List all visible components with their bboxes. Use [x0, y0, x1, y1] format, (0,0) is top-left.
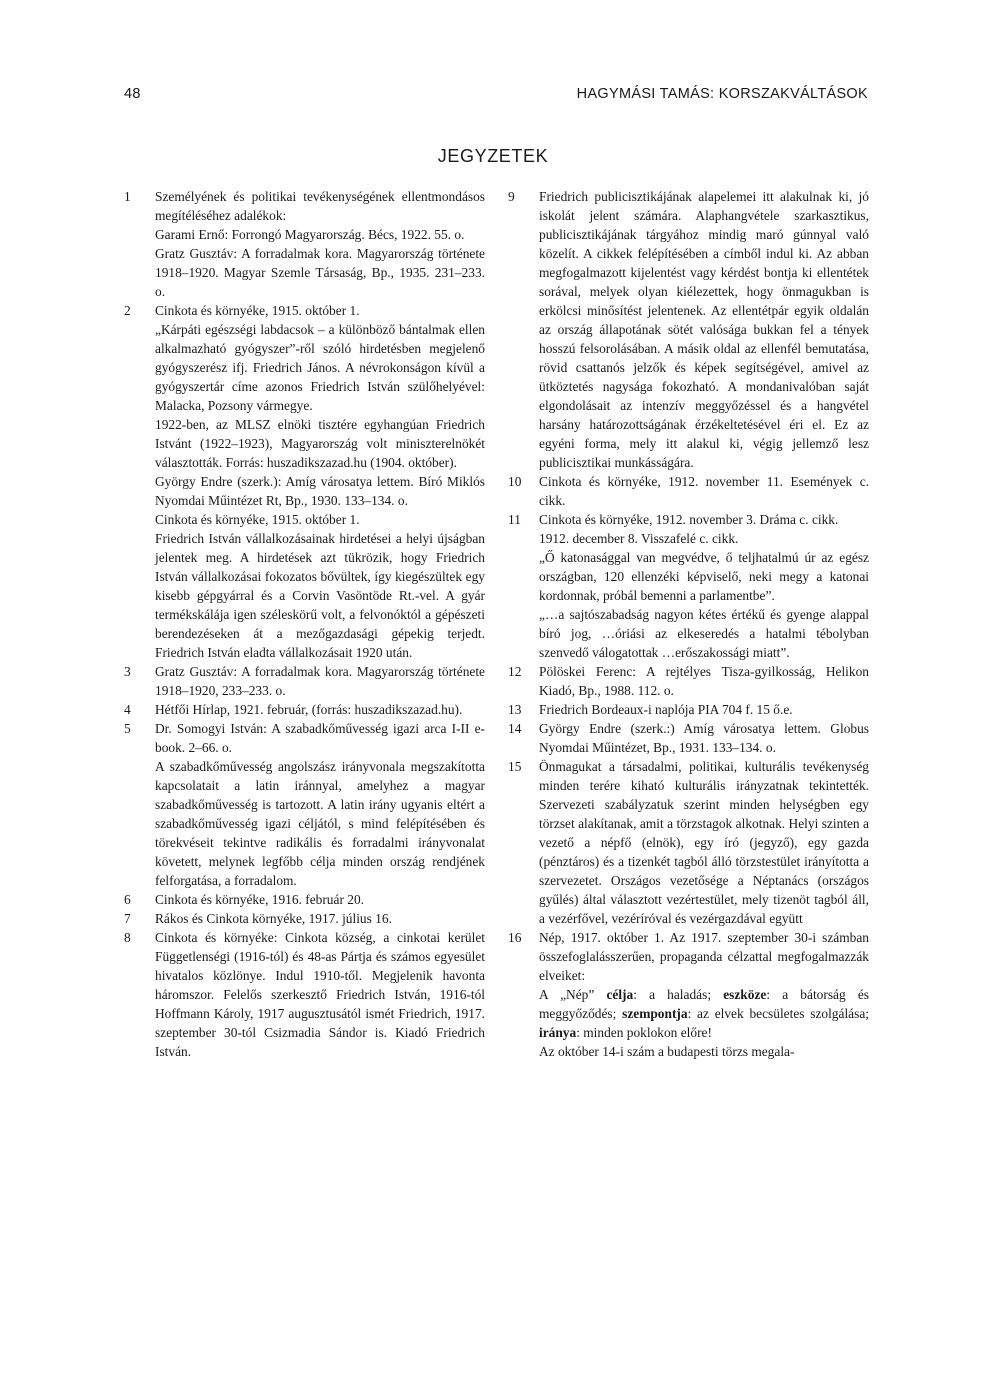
note-number: 8: [124, 930, 131, 945]
note-body: [155, 719, 485, 890]
running-header: [124, 86, 868, 102]
note-text: Az október 14-i szám a budapesti törzs megala-: [539, 1044, 795, 1059]
note-body: [539, 472, 869, 510]
motto-text: : az elvek becsületes szolgálása;: [687, 1006, 869, 1021]
note-text: Hétfői Hírlap, 1921. február, (forrás: huszadikszazad.hu).: [155, 702, 463, 717]
section-title: JEGYZETEK: [437, 146, 549, 166]
note-body: [539, 928, 869, 1061]
note-body: [539, 719, 869, 757]
note-text: Önmagukat a társadalmi, politikai, kulturális tevékenység minden terére kiható kulturális irányzatnak tekintették. Szervezeti szabályzatuk szerint minden helységben egy törzset alakítanak, amit a törzstagok alkotnak. Helyi szinten a vezető a népfő (elnök), egy író (jegyző), egy gazda (pénztáros) és a tizenkét tagból álló törzstestület irányította a szervezetet. Országos vezetősége a Néptanács (országos gyűlés) által választott vezértestület, mely tizenöt tagból áll, a vezérfővel, vezéríróval és vezérgazdával együtt: [539, 759, 869, 926]
note-body: [155, 928, 485, 1061]
note-text: Cinkota és környéke: Cinkota község, a cinkotai kerület Függetlenségi (1916-tól) és 48-as Pártja és számos egyesület hivatalos közlönye. Indul 1910-től. Megjelenik havonta háromszor. Felelős szerkesztő Friedrich István, 1916-tól Hoffmann Károly, 1917 augusztusától ismét Friedrich, 1917. szeptember 30-tól Csizmadia Sándor is. Kiadó Friedrich István.: [155, 930, 485, 1059]
note-text: Gratz Gusztáv: A forradalmak kora. Magyarország története 1918–1920. Magyar Szemle Társaság, Bp., 1935. 231–233. o.: [155, 246, 485, 299]
note-text: Rákos és Cinkota környéke, 1917. július 16.: [155, 911, 392, 926]
page-number: 48: [124, 86, 141, 102]
note-body: [155, 700, 485, 719]
note-text: Dr. Somogyi István: A szabadkőművesség igazi arca I-II e-book. 2–66. o.: [155, 721, 485, 755]
running-title: HAGYMÁSI TAMÁS: KORSZAKVÁLTÁSOK: [576, 86, 868, 102]
note-text: 1912. december 8. Visszafelé c. cikk.: [539, 531, 739, 546]
note: [124, 909, 485, 928]
note-number: 6: [124, 892, 131, 907]
note-body: [155, 909, 485, 928]
note-body: [155, 890, 485, 909]
motto: [539, 985, 869, 1042]
note-text: Friedrich István vállalkozásainak hirdetései a helyi újságban jelentek meg. A hirdetések azt tükrözik, hogy Friedrich István vállalkozásai fokozatos bővültek, így kiegészültek egy kisebb gépgyárral és a Corvin Vasöntöde Rt.-vel. A gyár termékskálája igen széleskörű volt, a felvonóktól a gépészeti berendezéseken át a mezőgazdasági gépekig terjedt. Friedrich István eladta vállalkozásait 1920 után.: [155, 531, 485, 660]
motto-keyword: eszköze: [723, 987, 767, 1002]
note-text: Cinkota és környéke, 1915. október 1.: [155, 303, 360, 318]
note-text: „…a sajtószabadság nagyon kétes értékű és gyenge alappal bíró jog, …óriási az elkeseredés a hatalmi tébolyban szenvedő válogatottak …erőszakossági miatt”.: [539, 607, 869, 660]
note-number: 4: [124, 702, 131, 717]
note: [124, 700, 485, 719]
note: [124, 928, 485, 1061]
note: [508, 510, 869, 662]
note-body: [539, 187, 869, 472]
note-body: [155, 662, 485, 700]
note-number: 15: [508, 759, 522, 774]
note-body: [539, 757, 869, 928]
note-body: [155, 187, 485, 301]
note: [508, 472, 869, 510]
note-text: Cinkota és környéke, 1912. november 11. Események c. cikk.: [539, 474, 869, 508]
note-text: Cinkota és környéke, 1915. október 1.: [155, 512, 360, 527]
note-text: „Kárpáti egészségi labdacsok – a különböző bántalmak ellen alkalmazható gyógyszer”-ről szóló hirdetésben megjelenő gyógyszerész ifj. Friedrich János. A névrokonságon kívül a gyógyszertár címe azonos Friedrich István szülőhelyével: Malacka, Pozsony vármegye.: [155, 322, 485, 413]
note: [124, 890, 485, 909]
note-number: 13: [508, 702, 522, 717]
note-number: 3: [124, 664, 131, 679]
note-text: Friedrich publicisztikájának alapelemei itt alakulnak ki, jó iskolát jelent számára. Alaphangvétele szarkasztikus, publicisztikájának tárgyához mindig maró gúnnyal való közelít. A cikkek felépítésében a címből indul ki. Az abban megfogalmazott kijelentést vagy kérdést bontja ki ellentétek sorával, melyek olyan kiélezettek, hogy önmagukban is erkölcsi minősítést jelentenek. Az ellentétpár egyik oldalán az ország állapotának sötét valósága bukkan fel a tények hosszú felsorolásában. A másik oldal az ellenfél bemutatása, rövid csattanós jelzők és képek segítségével, amivel az ütköztetés nagysága fokozható. A mondanivalóban saját elgondolásait az intenzív meggyőzéssel és a hangvétel harsány határozottságának érzékeltetésével éri el. Ez az egyéni forma, mely itt alakul ki, végig jellemző lesz publicisztikai munkásságára.: [539, 189, 869, 470]
note-number: 2: [124, 303, 131, 318]
note: [508, 757, 869, 928]
note: [124, 301, 485, 662]
note: [508, 662, 869, 700]
note-number: 1: [124, 189, 131, 204]
notes-column-left: [124, 187, 485, 1061]
note-number: 14: [508, 721, 522, 736]
note-text: Friedrich Bordeaux-i naplója PIA 704 f. 15 ő.e.: [539, 702, 793, 717]
note-number: 9: [508, 189, 515, 204]
motto-text: A „Nép”: [539, 987, 607, 1002]
motto-keyword: iránya: [539, 1025, 577, 1040]
note: [508, 719, 869, 757]
note-text: Gratz Gusztáv: A forradalmak kora. Magyarország története 1918–1920, 233–233. o.: [155, 664, 485, 698]
motto-keyword: szempontja: [622, 1006, 688, 1021]
note: [124, 662, 485, 700]
note: [508, 928, 869, 1061]
note: [508, 700, 869, 719]
motto-text: : minden poklokon előre!: [576, 1025, 712, 1040]
note-text: György Endre (szerk.): Amíg városatya lettem. Bíró Miklós Nyomdai Műintézet Rt, Bp., 1930. 133–134. o.: [155, 474, 485, 508]
note-text: Személyének és politikai tevékenységének ellentmondásos megítéléséhez adalékok:: [155, 189, 485, 223]
note-text: Nép, 1917. október 1. Az 1917. szeptember 30-i számban összefoglalásszerűen, propaganda célzattal megfogalmazzák elveiket:: [539, 930, 869, 983]
motto-text: : a bátorság és meggyőződés;: [539, 987, 869, 1021]
note-text: György Endre (szerk.:) Amíg városatya lettem. Globus Nyomdai Műintézet, Bp., 1931. 133–134. o.: [539, 721, 869, 755]
note-text: Cinkota és környéke, 1916. február 20.: [155, 892, 364, 907]
note: [508, 187, 869, 472]
note-text: 1922-ben, az MLSZ elnöki tisztére egyhangúan Friedrich Istvánt (1922–1923), Magyarország volt miniszterelnökét választották. Forrás: huszadikszazad.hu (1904. október).: [155, 417, 485, 470]
notes-column-right: [508, 187, 869, 1061]
motto-text: : a haladás;: [633, 987, 724, 1002]
note-body: [539, 662, 869, 700]
note-text: Garami Ernő: Forrongó Magyarország. Bécs, 1922. 55. o.: [155, 227, 465, 242]
note-text: A szabadkőművesség angolszász irányvonala megszakította kapcsolatait a latin iránnyal, amelyhez a magyar szabadkőművesség is tartozott. A latin irány ugyanis eltért a szabadkőművesség igazi céljától, s mind felépítésében és törekvéseit tekintve radikális és forradalmi irányvonalat követett, melynek legfőbb célja minden ország rendjének felforgatása, a forradalom.: [155, 759, 485, 888]
note-number: 7: [124, 911, 131, 926]
note-number: 12: [508, 664, 522, 679]
note-body: [539, 510, 869, 662]
note-text: „Ő katonasággal van megvédve, ő teljhatalmú úr az egész országban, 120 ellenzéki képviselő, neki megy a katonai kordonnak, próbál bemenni a parlamentbe”.: [539, 550, 869, 603]
note-text: Pölöskei Ferenc: A rejtélyes Tisza-gyilkosság, Helikon Kiadó, Bp., 1988. 112. o.: [539, 664, 869, 698]
motto-keyword: célja: [606, 987, 634, 1002]
note-number: 10: [508, 474, 522, 489]
note-number: 5: [124, 721, 131, 736]
note: [124, 187, 485, 301]
note-body: [155, 301, 485, 662]
note-text: Cinkota és környéke, 1912. november 3. Dráma c. cikk.: [539, 512, 839, 527]
note-body: [539, 700, 869, 719]
note-number: 16: [508, 930, 522, 945]
note: [124, 719, 485, 890]
note-number: 11: [508, 512, 521, 527]
